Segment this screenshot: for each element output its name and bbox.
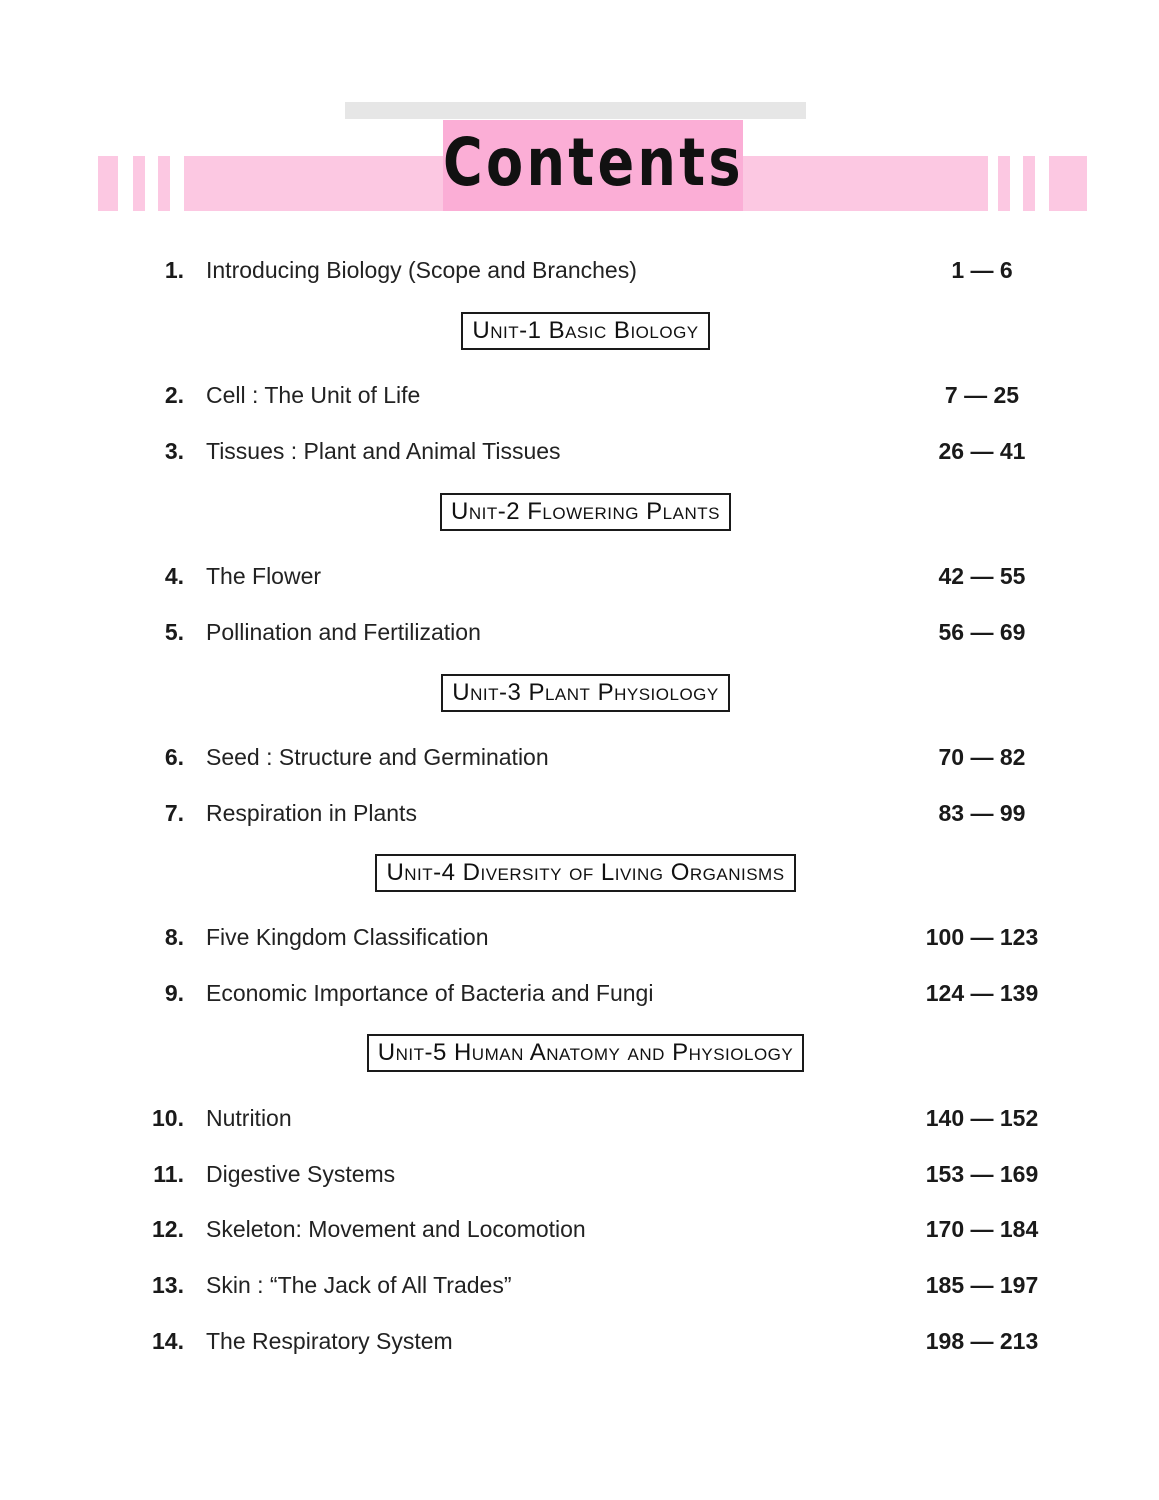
chapter-number: 11. (153, 1161, 184, 1187)
chapter-title: Digestive Systems (206, 1161, 396, 1187)
toc-entry (0, 1265, 1159, 1305)
page-range: 56 — 69 (938, 619, 1026, 645)
toc-entry (0, 431, 1159, 471)
page-range: 153 — 169 (925, 1161, 1039, 1187)
chapter-title: Respiration in Plants (206, 800, 417, 826)
unit-heading: Unit-2 Flowering Plants (440, 493, 731, 531)
page-range: 70 — 82 (938, 744, 1026, 770)
banner-stripe-left-2 (133, 156, 145, 211)
toc-entry (0, 1154, 1159, 1194)
page-range: 185 — 197 (925, 1272, 1039, 1298)
toc-entry (0, 556, 1159, 596)
chapter-number: 3. (164, 438, 184, 464)
banner-stripe-right-3 (1049, 156, 1087, 211)
chapter-title: Cell : The Unit of Life (206, 382, 421, 408)
chapter-title: Nutrition (206, 1105, 292, 1131)
page-range: 1 — 6 (951, 257, 1013, 283)
chapter-number: 1. (164, 257, 184, 283)
banner-stripe-left-3 (158, 156, 170, 211)
chapter-number: 2. (164, 382, 184, 408)
header-top-bar (345, 102, 806, 119)
chapter-title: Five Kingdom Classification (206, 924, 489, 950)
unit-heading-row (0, 493, 1159, 535)
unit-heading: Unit-1 Basic Biology (461, 312, 709, 350)
chapter-number: 14. (152, 1328, 184, 1354)
chapter-number: 8. (164, 924, 184, 950)
chapter-title: Seed : Structure and Germination (206, 744, 549, 770)
chapter-title: Skin : “The Jack of All Trades” (206, 1272, 512, 1298)
toc-entry (0, 1321, 1159, 1361)
page-range: 170 — 184 (925, 1216, 1039, 1242)
chapter-title: Introducing Biology (Scope and Branches) (206, 257, 637, 283)
toc-entry (0, 1098, 1159, 1138)
chapter-number: 13. (152, 1272, 184, 1298)
unit-heading-row (0, 674, 1159, 716)
page-range: 83 — 99 (938, 800, 1026, 826)
title-box (443, 120, 743, 211)
banner-stripe-left-1 (98, 156, 118, 211)
chapter-number: 10. (152, 1105, 184, 1131)
page-range: 140 — 152 (925, 1105, 1039, 1131)
page-title: Contents (442, 123, 744, 201)
toc-entry (0, 973, 1159, 1013)
chapter-title: Economic Importance of Bacteria and Fungi (206, 980, 654, 1006)
chapter-number: 9. (164, 980, 184, 1006)
toc-entry (0, 917, 1159, 957)
chapter-number: 7. (164, 800, 184, 826)
chapter-number: 5. (164, 619, 184, 645)
unit-heading: Unit-3 Plant Physiology (441, 674, 730, 712)
page-range: 42 — 55 (938, 563, 1026, 589)
toc-entry (0, 250, 1159, 290)
chapter-title: Pollination and Fertilization (206, 619, 481, 645)
unit-heading-row (0, 854, 1159, 896)
unit-heading-row (0, 1034, 1159, 1076)
toc-entry (0, 793, 1159, 833)
toc-entry (0, 1209, 1159, 1249)
chapter-title: Tissues : Plant and Animal Tissues (206, 438, 561, 464)
toc-entry (0, 737, 1159, 777)
banner-stripe-right-2 (1023, 156, 1035, 211)
page-range: 100 — 123 (925, 924, 1039, 950)
unit-heading-row (0, 312, 1159, 354)
page-range: 26 — 41 (938, 438, 1026, 464)
chapter-number: 12. (152, 1216, 184, 1242)
page-range: 124 — 139 (925, 980, 1039, 1006)
chapter-number: 6. (164, 744, 184, 770)
chapter-title: The Flower (206, 563, 322, 589)
toc-entry (0, 375, 1159, 415)
page-range: 7 — 25 (944, 382, 1020, 408)
page-range: 198 — 213 (925, 1328, 1039, 1354)
chapter-title: Skeleton: Movement and Locomotion (206, 1216, 586, 1242)
chapter-title: The Respiratory System (206, 1328, 453, 1354)
unit-heading: Unit-5 Human Anatomy and Physiology (367, 1034, 805, 1072)
unit-heading: Unit-4 Diversity of Living Organisms (375, 854, 795, 892)
toc-entry (0, 612, 1159, 652)
chapter-number: 4. (164, 563, 184, 589)
banner-stripe-right-1 (998, 156, 1010, 211)
